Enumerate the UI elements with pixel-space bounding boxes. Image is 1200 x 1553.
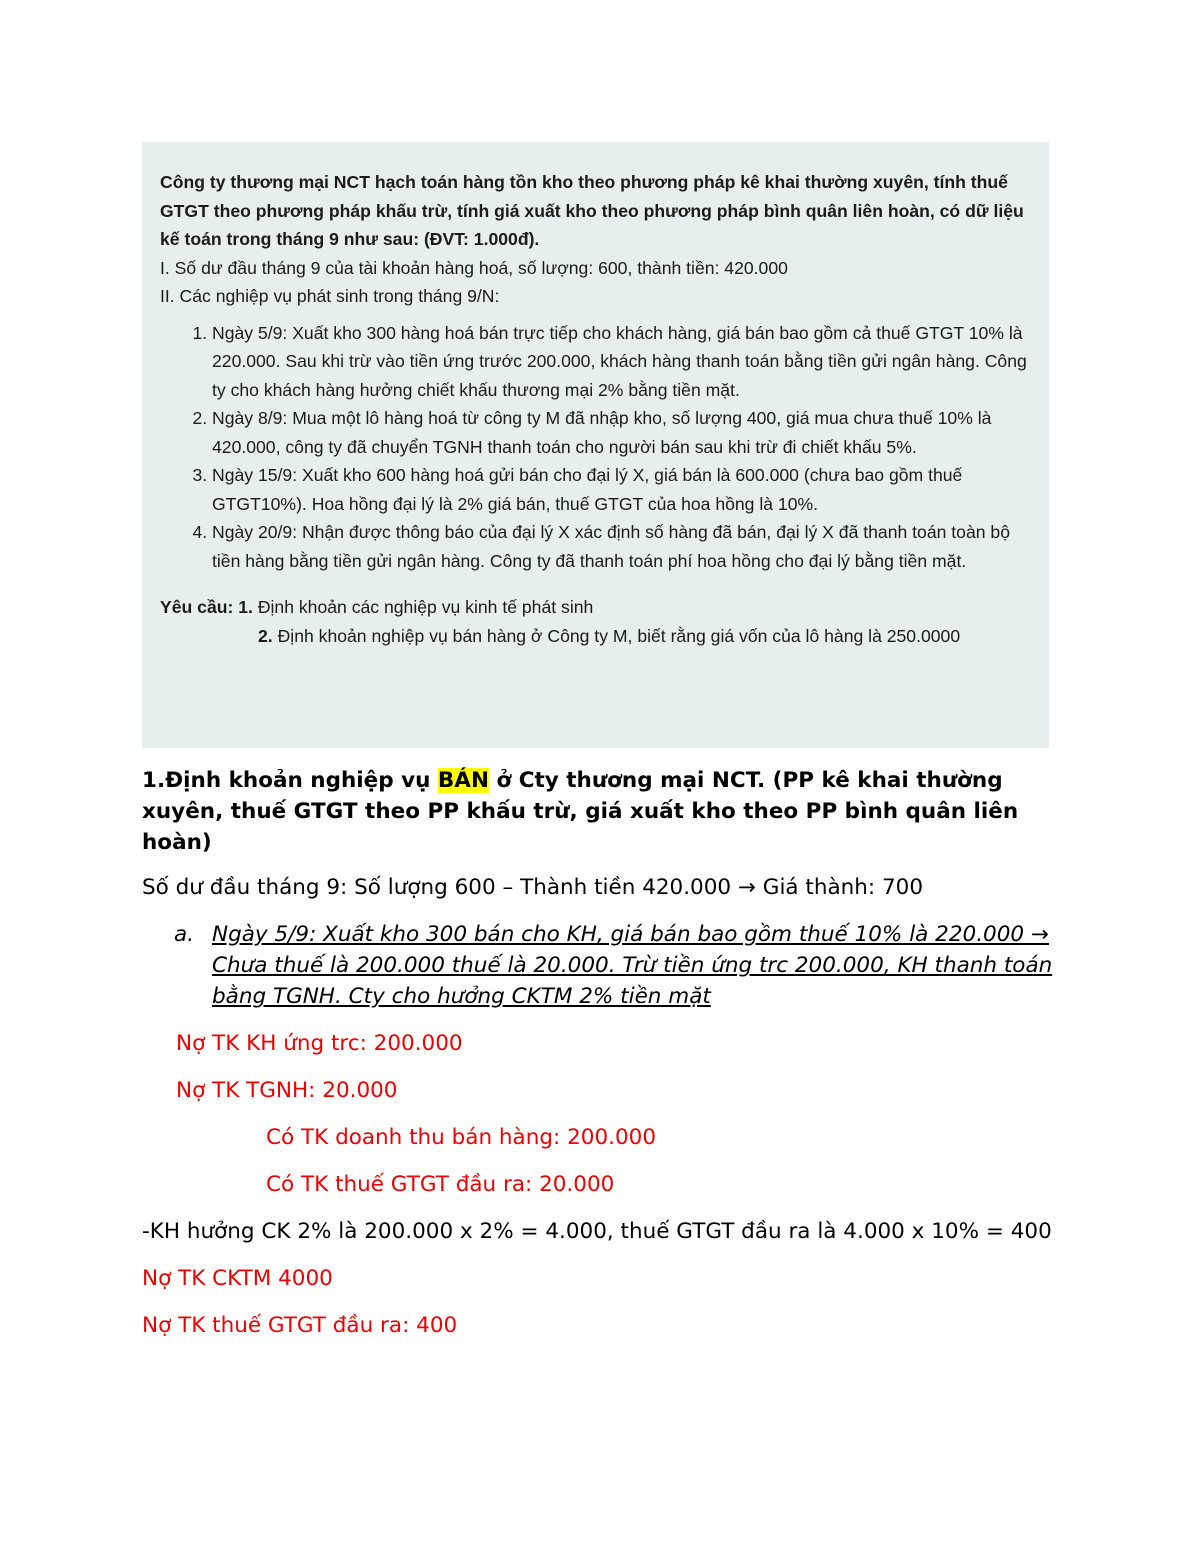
debit-entry: Nợ TK TGNH: 20.000 [176,1078,398,1103]
transaction-item: 4. Ngày 20/9: Nhận được thông báo của đại lý X xác định số hàng đã bán, đại lý X đã thanh toán toàn bộ tiền hàng bằng tiền gửi ngân hàng. Công ty đã thanh toán phí hoa hồng cho đại lý bằng tiền mặt. [212,518,1031,575]
requirement-1-number: 1. [238,597,253,617]
debit-entry: Nợ TK KH ứng trc: 200.000 [176,1031,463,1056]
transaction-item: 1. Ngày 5/9: Xuất kho 300 hàng hoá bán trực tiếp cho khách hàng, giá bán bao gồm cả thuế GTGT 10% là 220.000. Sau khi trừ vào tiền ứng trước 200.000, khách hàng thanh toán bằng tiền gửi ngân hàng. Công ty cho khách hàng hưởng chiết khấu thương mại 2% bằng tiền mặt. [212,319,1031,405]
heading-before: 1.Định khoản nghiệp vụ [142,768,438,793]
list-item-a [142,919,1072,1012]
requirement-2-number: 2. [258,625,273,646]
problem-intro: Công ty thương mại NCT hạch toán hàng tồn kho theo phương pháp kê khai thường xuyên, tính thuế GTGT theo phương pháp khấu trừ, tính giá xuất kho theo phương pháp bình quân liên hoàn, có dữ liệu kế toán trong tháng 9 như sau: (ĐVT: 1.000đ). [160,172,1024,249]
list-item-text: Ngày 5/9: Xuất kho 300 bán cho KH, giá bán bao gồm thuế 10% là 220.000 → Chưa thuế là 200.000 thuế là 20.000. Trừ tiền ứng trc 200.000, KH thanh toán bằng TGNH. Cty cho hưởng CKTM 2% tiền mặt [212,922,1053,1009]
problem-statement-image [142,142,1049,748]
discount-calculation: -KH hưởng CK 2% là 200.000 x 2% = 4.000, thuế GTGT đầu ra là 4.000 x 10% = 400 [142,1219,1052,1244]
opening-balance: Số dư đầu tháng 9: Số lượng 600 – Thành tiền 420.000 → Giá thành: 700 [142,875,924,900]
requirements [160,593,1031,650]
debit-entry: Nợ TK CKTM 4000 [142,1266,333,1291]
credit-entry: Có TK thuế GTGT đầu ra: 20.000 [266,1172,615,1197]
transactions-title: II. Các nghiệp vụ phát sinh trong tháng 9/N: [160,286,500,306]
heading-highlight: BÁN [437,768,489,793]
opening-balance-line: I. Số dư đầu tháng 9 của tài khoản hàng hoá, số lượng: 600, thành tiền: 420.000 [160,257,788,278]
requirement-1 [160,593,1031,622]
transaction-list [160,319,1031,576]
debit-entry: Nợ TK thuế GTGT đầu ra: 400 [142,1313,458,1338]
heading-after: ở Cty thương mại NCT. (PP kê khai thường xuyên, thuế GTGT theo PP khấu trừ, giá xuất kho theo PP bình quân liên hoàn) [142,768,1019,855]
requirement-label: Yêu cầu: [160,597,234,617]
credit-entry: Có TK doanh thu bán hàng: 200.000 [266,1125,656,1150]
list-marker: a. [174,922,195,947]
transaction-item: 2. Ngày 8/9: Mua một lô hàng hoá từ công ty M đã nhập kho, số lượng 400, giá mua chưa thuế 10% là 420.000, công ty đã chuyển TGNH thanh toán cho người bán sau khi trừ đi chiết khấu 5%. [212,404,1031,461]
section-heading [142,765,1072,858]
requirement-1-text: Định khoản các nghiệp vụ kinh tế phát sinh [257,597,594,617]
transaction-item: 3. Ngày 15/9: Xuất kho 600 hàng hoá gửi bán cho đại lý X, giá bán là 600.000 (chưa bao gồm thuế GTGT10%). Hoa hồng đại lý là 2% giá bán, thuế GTGT của hoa hồng là 10%. [212,461,1031,518]
solution-body [142,765,1072,1341]
requirement-2 [160,622,1031,651]
requirement-2-text: Định khoản nghiệp vụ bán hàng ở Công ty M, biết rằng giá vốn của lô hàng là 250.0000 [277,625,961,646]
